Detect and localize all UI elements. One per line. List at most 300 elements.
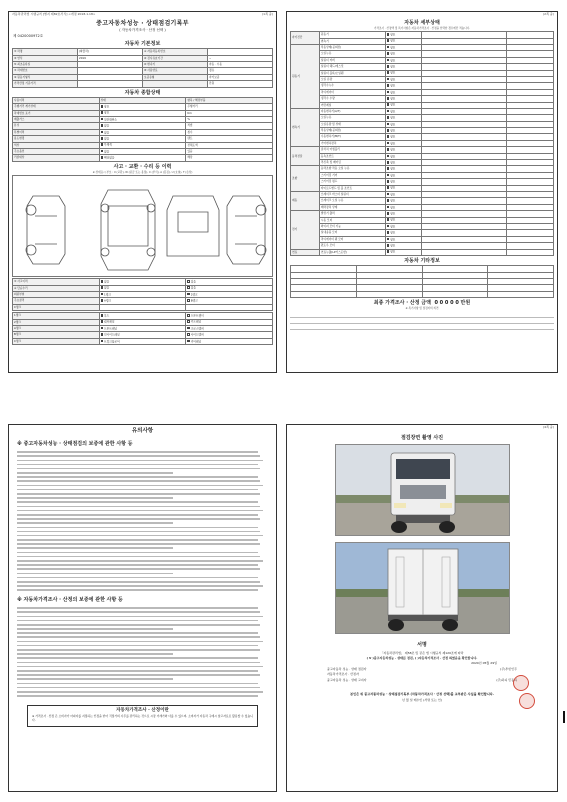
truck-front-photo — [335, 444, 510, 536]
table-cell: 실내송풍 모터 — [319, 230, 385, 236]
other-info-table — [290, 265, 554, 298]
table-cell: 클러치 어셈블리 — [319, 147, 385, 153]
table-cell: 오일유량 및 상태 — [319, 121, 385, 127]
checkbox-icon[interactable] — [101, 143, 104, 146]
checkbox-icon[interactable] — [101, 118, 104, 121]
text-line — [17, 624, 260, 626]
checkbox-label: 양호 — [390, 128, 396, 133]
text-line — [17, 510, 263, 512]
table-cell: 스티어링 펌프 — [319, 179, 385, 185]
notice-subtitle-price: ※ 자동차가격조사 · 산정의 보증에 관한 사항 등 — [17, 596, 123, 603]
checkbox-icon[interactable] — [387, 244, 390, 247]
table-cell: ② 자동차등록번호 — [143, 49, 208, 55]
text-line — [17, 577, 258, 579]
text-line — [17, 568, 260, 570]
checkbox-icon[interactable] — [101, 150, 104, 153]
text-line — [17, 501, 258, 503]
table-row — [13, 155, 273, 161]
table-cell — [356, 291, 422, 297]
other-info-title: 자동차 기타정보 — [404, 257, 440, 264]
checkbox-label: 프론트패널 — [104, 326, 118, 331]
text-line — [17, 464, 258, 466]
table-cell — [422, 249, 506, 255]
text-line — [17, 666, 263, 668]
checkbox-icon[interactable] — [187, 293, 190, 296]
checkbox-icon[interactable] — [387, 148, 390, 151]
checkbox-icon[interactable] — [387, 225, 390, 228]
table-cell: B랭크 — [13, 332, 100, 338]
checkbox-icon[interactable] — [387, 212, 390, 215]
form-label: 자동차관리법 시행규칙 [별지 제82호서식] <개정 2018.1.18> — [12, 12, 96, 16]
text-line — [17, 670, 258, 672]
accident-note: ※ 상태표시 부호 : X (교환), W (판금 또는 용접), C (부식), A (흠집), U (요철), T (손상) — [92, 171, 193, 174]
receipt-confirmation: 본인은 위 중고자동차성능 · 상태점검기록부 (자동차가격조사 · 산정 선택)를 교부받은 사실을 확인합니다. — [350, 691, 494, 696]
table-cell: 튜닝 — [13, 123, 100, 129]
page-title: 중고자동차성능 · 상태점검기록부 — [96, 19, 189, 27]
table-cell: 작동상태(공회전) — [319, 45, 385, 51]
checkbox-label: 양호 — [390, 147, 396, 152]
checkbox-icon[interactable] — [387, 135, 390, 138]
table-cell: 냉각수 수량 — [319, 96, 385, 102]
checkbox-icon[interactable] — [187, 327, 190, 330]
text-line — [17, 468, 260, 470]
table-cell: 오일누유 — [319, 115, 385, 121]
checkbox-label: 프론트휀더 — [190, 313, 204, 318]
table-cell: 제동 — [291, 192, 320, 211]
truck-rear-photo — [335, 542, 510, 634]
table-cell: 배출가스 — [13, 117, 100, 123]
page-edge-marker — [563, 711, 565, 723]
checkbox-icon[interactable] — [387, 238, 390, 241]
checkbox-icon[interactable] — [387, 174, 390, 177]
checkbox-icon[interactable] — [387, 39, 390, 42]
text-line — [17, 589, 258, 591]
table-cell: C랭크 — [13, 338, 100, 344]
table-row — [291, 291, 554, 297]
table-cell: 작동상태(공회전) — [319, 128, 385, 134]
checkbox-icon[interactable] — [101, 156, 104, 159]
text-line — [17, 564, 258, 566]
checkbox-icon[interactable] — [101, 320, 104, 323]
text-line — [17, 573, 173, 575]
overall-status-title: 자동차 종합상태 — [124, 89, 161, 96]
checkbox-icon[interactable] — [101, 111, 104, 114]
checkbox-icon[interactable] — [187, 333, 190, 336]
text-line — [17, 695, 258, 697]
text-line — [17, 607, 258, 609]
checkbox-label: 후드 — [104, 313, 110, 318]
table-cell: 자기진단 — [291, 32, 320, 45]
text-line — [17, 518, 260, 520]
checkbox-label: 양호 — [390, 32, 396, 37]
text-line — [17, 476, 258, 478]
checkbox-label: 무채색 — [104, 142, 112, 147]
checkbox-label: 없음 — [104, 123, 110, 128]
checkbox-icon[interactable] — [387, 97, 390, 100]
checkbox-icon[interactable] — [387, 103, 390, 106]
checkbox-icon[interactable] — [101, 137, 104, 140]
table-cell: 브레이크 마스터 실린더 — [319, 192, 385, 198]
checkbox-label: 양호 — [390, 198, 396, 203]
checkbox-label: 있음 — [190, 285, 196, 290]
checkbox-icon[interactable] — [387, 193, 390, 196]
table-cell: C랭크 — [13, 304, 100, 310]
table-cell: 주요골격 — [13, 298, 100, 304]
table-cell: 전기 — [291, 211, 320, 249]
text-line — [17, 543, 260, 545]
price-assessor-label: 자동차가격조사 · 산정자 — [327, 672, 359, 677]
receipt-signature-line: 년 월 일 매수인 (서명 또는 인) — [402, 697, 442, 702]
checkbox-label: 양호 — [390, 230, 396, 235]
table-cell: ⑧ 사용연료 — [143, 68, 208, 74]
text-line — [17, 497, 173, 499]
table-cell: 발전기 출력 — [319, 211, 385, 217]
document-number: 제 0420000972호 — [13, 33, 44, 38]
checkbox-label: 양호 — [390, 121, 396, 126]
checkbox-icon[interactable] — [387, 129, 390, 132]
notice-title: 유의사항 — [131, 428, 154, 434]
final-price-title — [287, 300, 557, 306]
checkbox-icon[interactable] — [101, 280, 104, 283]
table-cell: 타이로드엔드 및 볼 조인트 — [319, 185, 385, 191]
page-number: (1쪽 중) — [262, 12, 273, 16]
table-cell: ① 차명 — [13, 49, 78, 55]
checkbox-icon[interactable] — [387, 142, 390, 145]
signature-text-1: 「자동차관리법」 제58조 및 같은 법 시행규칙 제120조에 따라 — [380, 651, 464, 656]
table-cell: ⑨ 원동기형식 — [13, 74, 78, 80]
table-cell: 렌트 — [186, 136, 273, 142]
table-cell: ④ 검사유효기간 — [143, 55, 208, 61]
checkbox-label: 없음 — [104, 129, 110, 134]
table-cell: 변속기 — [291, 108, 320, 146]
checkbox-icon[interactable] — [387, 91, 390, 94]
checkbox-label: 루프패널 — [190, 319, 202, 324]
checkbox-label: B랭크 — [190, 298, 198, 303]
table-cell: 시동 모터 — [319, 217, 385, 223]
table-cell: 사용이력 — [13, 97, 100, 103]
checkbox-icon[interactable] — [101, 286, 104, 289]
checkbox-label: 양호 — [390, 83, 396, 88]
text-line — [17, 678, 173, 680]
table-cell: 추진축 및 베어링 — [319, 160, 385, 166]
checkbox-label: 양호 — [390, 179, 396, 184]
table-cell: 라디에이터 팬 모터 — [319, 236, 385, 242]
text-line — [17, 620, 258, 622]
final-price-label: 최종 가격조사 · 산정 금액 — [373, 300, 431, 307]
table-cell: ③ 연식 — [13, 55, 78, 61]
checkbox-label: 1랭크 — [104, 292, 111, 297]
table-row — [13, 81, 273, 87]
table-cell: 가격산정 기준가격 — [13, 81, 78, 87]
checkbox-label: 해당없음 — [104, 155, 115, 160]
signature-text-2: ( V )중고자동차성능 · 상태를 점검, ( )자동차가격조사 · 산정 하였음을 확인합니다. — [366, 656, 478, 660]
table-cell: ⑦ 차대번호 — [13, 68, 78, 74]
table-cell — [488, 291, 554, 297]
checkbox-label: 양호 — [390, 77, 396, 82]
final-price-amount: 0 0 0 0 0 만원 — [434, 300, 471, 307]
checkbox-label: 양호 — [390, 38, 396, 43]
inspector-name: (주)투빈인주 — [500, 666, 517, 671]
notice-subtitle-warranty: ※ 중고자동차성능 · 상태점검의 보증에 관한 사항 등 — [17, 440, 133, 447]
table-cell: 동력전달 — [291, 147, 320, 166]
checkbox-icon[interactable] — [101, 124, 104, 127]
checkbox-icon[interactable] — [387, 123, 390, 126]
checkbox-icon[interactable] — [387, 84, 390, 87]
checkbox-icon[interactable] — [187, 286, 190, 289]
checkbox-label: 양호 — [390, 102, 396, 107]
text-line — [17, 653, 173, 655]
checkbox-label: 양호 — [390, 70, 396, 75]
table-cell: 색상 — [13, 142, 100, 148]
table-cell: 변속기 — [319, 38, 385, 44]
table-cell: 윈도우 모터 — [319, 243, 385, 249]
checkbox-label: 크로스멤버 — [190, 326, 204, 331]
checkbox-icon[interactable] — [387, 52, 390, 55]
checkbox-icon[interactable] — [187, 280, 190, 283]
notice-text-block — [17, 451, 268, 591]
photo-title: 점검장면 촬영 사진 — [400, 434, 444, 441]
car-outline-icon — [13, 176, 274, 278]
table-cell: 적법 — [186, 123, 273, 129]
checkbox-icon[interactable] — [101, 299, 104, 302]
checkbox-label: 양호 — [390, 134, 396, 139]
checkbox-label: 양호 — [390, 141, 396, 146]
table-cell: 1랭크 — [13, 313, 100, 319]
checkbox-icon[interactable] — [387, 59, 390, 62]
checkbox-label: 양호 — [104, 110, 110, 115]
checkbox-cell[interactable] — [385, 249, 422, 255]
table-cell: 주행거리 — [186, 104, 273, 110]
price-definition-text: ※ 가격조사 · 산정 은 소비자가 아파자를 지정하는 인정을 받아 직접가의 사무를 관리하는 것으로 시장 거래가와 다를 수 있으며, 소비자가 자동차 구매시 참고자료로 활용할 수 있습니다. — [32, 714, 253, 722]
table-cell: 등속조인트 — [319, 153, 385, 159]
checkbox-label: 쿼터패널 — [104, 319, 115, 324]
accident-history-title: 사고 · 교환 · 수리 등 이력 — [113, 163, 172, 170]
seal-stamp-icon — [519, 693, 535, 709]
checkbox-label: 트렁크플로어 — [104, 338, 120, 343]
checkbox-icon[interactable] — [387, 65, 390, 68]
table-cell: 용도변경 — [13, 136, 100, 142]
other-note: ※ 특기사항 및 점검자의 의견 — [405, 307, 439, 311]
table-cell: Km — [186, 110, 273, 116]
checkbox-icon[interactable] — [387, 218, 390, 221]
checkbox-label: 양호 — [390, 211, 396, 216]
checkbox-icon[interactable] — [387, 167, 390, 170]
signature-date: 2020년 05월 29일 — [471, 660, 497, 665]
table-cell: 냉각수누수 — [319, 83, 385, 89]
text-line — [17, 585, 263, 587]
checkbox-icon[interactable] — [387, 231, 390, 234]
text-line — [17, 683, 258, 685]
table-cell: 라디에이터 — [319, 89, 385, 95]
table-cell: 2019 — [78, 55, 143, 61]
checkbox-label: 양호 — [390, 96, 396, 101]
table-cell: % — [186, 117, 273, 123]
table-cell: 오일 유량 — [319, 76, 385, 82]
rank-table — [12, 312, 273, 345]
text-line — [17, 531, 260, 533]
notifier-name: (주)하디 민동하 — [496, 678, 517, 682]
table-cell: 자동변속기(A/T) — [319, 108, 385, 114]
checkbox-label: 사이드멤버 — [190, 332, 204, 337]
table-cell: 수동변속기(M/T) — [319, 134, 385, 140]
form-page-3 — [8, 424, 277, 792]
table-cell: ① 사고이력 — [13, 279, 100, 285]
text-line — [17, 451, 258, 453]
checkbox-icon[interactable] — [101, 340, 104, 343]
checkbox-icon[interactable] — [387, 33, 390, 36]
checkbox-cell[interactable] — [186, 338, 273, 344]
text-line — [17, 641, 263, 643]
checkbox-label: 양호 — [390, 224, 396, 229]
table-cell — [506, 249, 553, 255]
checkbox-label: 없음 — [104, 279, 110, 284]
checkbox-cell[interactable] — [99, 338, 186, 344]
table-cell: 주요옵션 — [13, 148, 100, 154]
checkbox-icon[interactable] — [187, 299, 190, 302]
checkbox-label: 양호 — [390, 153, 396, 158]
table-cell: 원동기 — [291, 45, 320, 109]
checkbox-icon[interactable] — [387, 71, 390, 74]
table-cell: ⑥ 변속기 — [143, 62, 208, 68]
checkbox-icon[interactable] — [387, 155, 390, 158]
table-cell: 자가보증 — [208, 74, 273, 80]
table-cell: 스티어링 기어 — [319, 172, 385, 178]
text-line — [17, 657, 258, 659]
checkbox-icon[interactable] — [101, 327, 104, 330]
table-cell: 실린더 헤드/개스킷 — [319, 64, 385, 70]
text-line — [17, 493, 260, 495]
checkbox-icon[interactable] — [387, 116, 390, 119]
table-cell: 항목 / 해당부품 — [186, 97, 273, 103]
table-cell: 동력조향 작동 오일 누유 — [319, 166, 385, 172]
table-cell: 기어변속장치 — [319, 140, 385, 146]
table-cell: 리콜대상 — [13, 155, 100, 161]
basic-info-table — [12, 48, 273, 87]
text-line — [17, 547, 173, 549]
text-line — [17, 489, 258, 491]
text-line — [17, 645, 258, 647]
checkbox-label: 양호 — [390, 166, 396, 171]
text-line — [17, 628, 173, 630]
checkbox-icon[interactable] — [101, 333, 104, 336]
checkbox-icon[interactable] — [101, 314, 104, 317]
checkbox-label: 양호 — [390, 160, 396, 165]
detail-note: 가격조사 · 산정액 및 특기사항은 자동차가격조사 · 산정을 선택한 경우에만 적습니다. — [374, 27, 470, 30]
checkbox-label: 양호 — [390, 64, 396, 69]
checkbox-label: 없음 — [104, 285, 110, 290]
table-cell: ② 단순수리 — [13, 285, 100, 291]
checkbox-icon[interactable] — [187, 314, 190, 317]
table-cell — [422, 291, 488, 297]
text-line — [17, 535, 263, 537]
price-definition-box — [27, 705, 258, 728]
table-cell: 해당 — [186, 155, 273, 161]
text-line — [17, 539, 258, 541]
checkbox-icon[interactable] — [387, 161, 390, 164]
page-subtitle: ( 자동차가격조사 · 산정 선택 ) — [119, 28, 166, 33]
table-cell: (화물차) — [78, 49, 143, 55]
table-row — [291, 249, 554, 255]
checkbox-label: 양호 — [390, 51, 396, 56]
checkbox-icon[interactable] — [387, 46, 390, 49]
table-row — [13, 338, 273, 344]
text-line — [17, 522, 173, 524]
table-cell: 보증유형 — [143, 74, 208, 80]
text-line — [17, 460, 263, 462]
checkbox-label: 양호 — [390, 172, 396, 177]
truck-front-image-icon — [336, 445, 510, 536]
text-line — [17, 632, 258, 634]
text-line — [17, 455, 260, 457]
checkbox-icon[interactable] — [101, 293, 104, 296]
checkbox-icon[interactable] — [387, 110, 390, 113]
checkbox-label: 없음 — [104, 136, 110, 141]
text-line — [17, 527, 258, 529]
checkbox-icon[interactable] — [387, 180, 390, 183]
checkbox-label: 양호 — [104, 104, 110, 109]
table-cell: 실린더 커버 — [319, 57, 385, 63]
checkbox-icon[interactable] — [387, 199, 390, 202]
table-cell: 차대번호 표기 — [13, 110, 100, 116]
checkbox-label: 없음 — [104, 149, 110, 154]
checkbox-label: 일산화탄소 — [104, 117, 118, 122]
notice-text-block — [17, 607, 268, 697]
table-cell: 특별이력 — [13, 129, 100, 135]
checkbox-label: 양호 — [390, 185, 396, 190]
checkbox-cell[interactable] — [99, 155, 186, 161]
table-cell — [186, 304, 273, 310]
checkbox-label: 인사이드패널 — [104, 332, 120, 337]
table-cell: 침수 — [186, 129, 273, 135]
table-cell: 전체도색 — [186, 142, 273, 148]
checkbox-icon[interactable] — [387, 78, 390, 81]
checkbox-icon[interactable] — [387, 186, 390, 189]
text-line — [17, 480, 260, 482]
checkbox-label: 양호 — [390, 217, 396, 222]
table-cell: A랭크 — [13, 325, 100, 331]
table-cell: 연료 — [291, 249, 320, 255]
table-cell — [78, 81, 143, 87]
table-row — [13, 304, 273, 310]
table-cell — [99, 304, 186, 310]
page-number: (2쪽 중) — [543, 12, 554, 16]
inspector-label: 중고자동차 성능 · 상태 점검자 — [327, 666, 367, 671]
checkbox-icon[interactable] — [187, 340, 190, 343]
checkbox-icon[interactable] — [101, 105, 104, 108]
checkbox-label: 양호 — [390, 115, 396, 120]
text-line — [17, 611, 260, 613]
checkbox-icon[interactable] — [187, 320, 190, 323]
price-definition-title: 자동차가격조사 · 산정이란 — [116, 707, 169, 713]
seal-stamp-icon — [513, 675, 529, 691]
checkbox-icon[interactable] — [387, 250, 390, 253]
table-cell: 자동 · 수동 — [208, 62, 273, 68]
table-cell: ⑤ 최초등록일 — [13, 62, 78, 68]
text-line — [17, 662, 260, 664]
table-cell — [291, 291, 357, 297]
page-number: (4쪽 중) — [543, 425, 554, 429]
checkbox-label: 양호 — [390, 57, 396, 62]
table-cell: 실린더 블록/오일팬 — [319, 70, 385, 76]
checkbox-label: 양호 — [390, 89, 396, 94]
basic-info-title: 자동차 기본정보 — [124, 41, 161, 47]
remarks-lines — [290, 312, 554, 331]
checkbox-label: 양호 — [390, 192, 396, 197]
checkbox-icon[interactable] — [101, 131, 104, 134]
checkbox-label: 양호 — [390, 204, 396, 209]
signature-title: 서명 — [417, 642, 427, 648]
checkbox-icon[interactable] — [387, 206, 390, 209]
